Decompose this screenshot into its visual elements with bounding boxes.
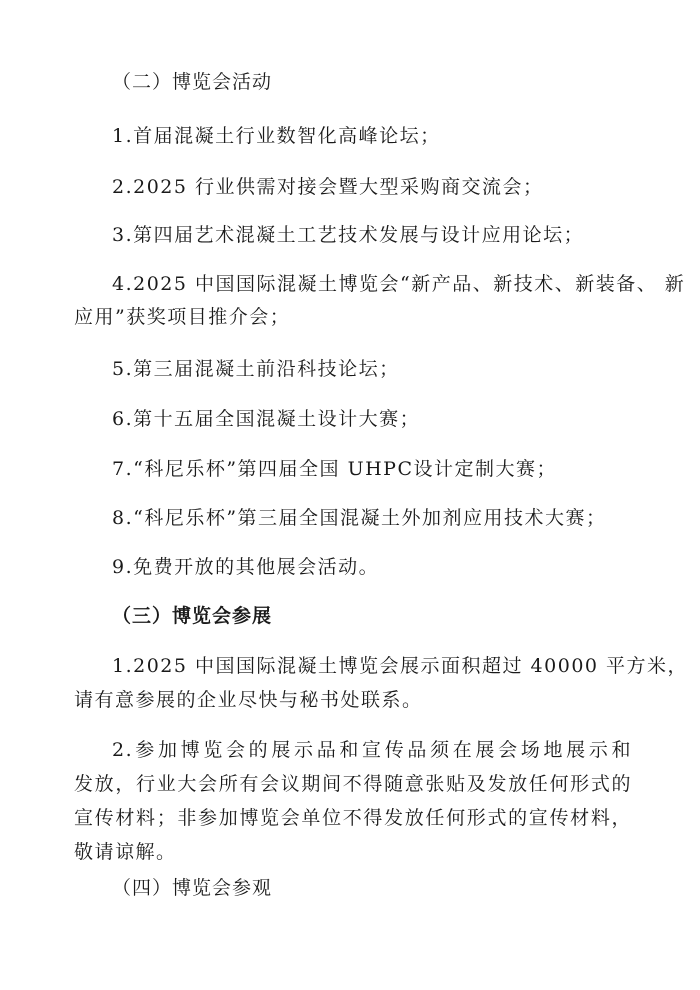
activity-item: 8.“科尼乐杯”第三届全国混凝土外加剂应用技术大赛； [112,507,607,529]
activity-item-continuation: 应用”获奖项目推介会； [74,306,291,328]
activity-item: 5.第三届混凝土前沿科技论坛； [112,358,400,380]
participation-paragraph-2-continuation: 发放，行业大会所有会议期间不得随意张贴及发放任何形式的 [74,773,632,795]
participation-paragraph-2: 2.参加博览会的展示品和宣传品须在展会场地展示和 [112,739,632,761]
participation-paragraph-1-continuation: 请有意参展的企业尽快与秘书处联系。 [74,689,423,711]
participation-paragraph-1: 1.2025 中国国际混凝土博览会展示面积超过 40000 平方米， [112,655,689,677]
activity-item: 6.第十五届全国混凝土设计大赛； [112,408,421,430]
activity-item: 4.2025 中国国际混凝土博览会“新产品、新技术、新装备、 新 [112,273,686,295]
participation-paragraph-2-continuation: 宣传材料；非参加博览会单位不得发放任何形式的宣传材料， [74,807,632,829]
section-heading-exhibition-participation: （三）博览会参展 [112,605,273,627]
activity-item: 9.免费开放的其他展会活动。 [112,556,380,578]
activity-item: 1.首届混凝土行业数智化高峰论坛； [112,125,441,147]
participation-paragraph-2-continuation: 敬请谅解。 [74,841,177,863]
activity-item: 2.2025 行业供需对接会暨大型采购商交流会； [112,176,544,198]
activity-item: 7.“科尼乐杯”第四届全国 UHPC设计定制大赛； [112,458,557,480]
activity-item: 3.第四届艺术混凝土工艺技术发展与设计应用论坛； [112,224,585,246]
section-heading-exhibition-activities: （二）博览会活动 [112,71,273,93]
section-heading-exhibition-visit: （四）博览会参观 [112,877,273,899]
